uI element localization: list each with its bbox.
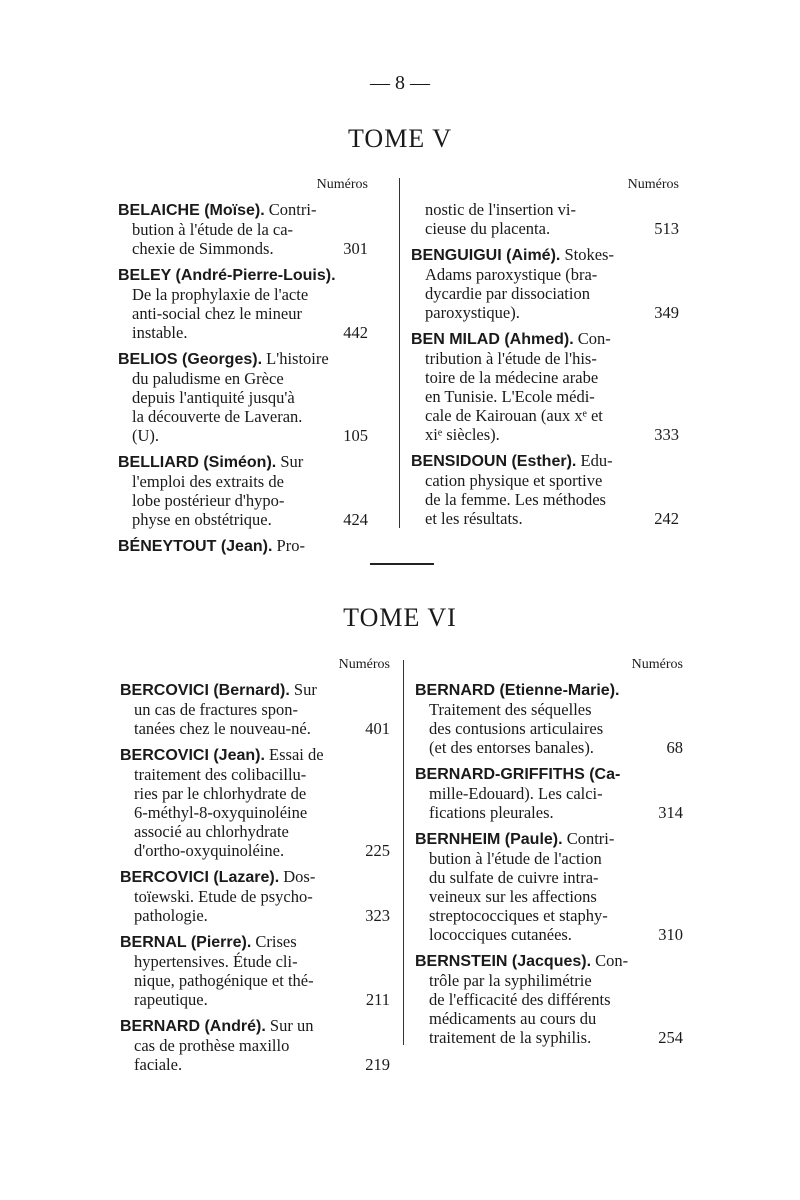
entry-text: mille-Edouard). Les calci- xyxy=(429,784,603,803)
index-entry xyxy=(118,349,368,445)
index-entry xyxy=(118,452,368,529)
entry-text: en Tunisie. L'Ecole médi- xyxy=(425,387,595,406)
author-name: BELAICHE (Moïse). xyxy=(118,202,265,219)
entry-heading-line xyxy=(415,951,683,971)
tome-vi-right-column xyxy=(415,656,683,1054)
entry-text: rapeutique. xyxy=(134,990,208,1009)
entry-heading-line xyxy=(120,867,390,887)
index-entry xyxy=(415,829,683,944)
entry-last-line xyxy=(118,239,368,258)
index-entry xyxy=(120,745,390,860)
entry-text: depuis l'antiquité jusqu'à xyxy=(132,388,295,407)
entry-heading-line xyxy=(415,764,683,784)
entry-text: d'ortho-oxyquinoléine. xyxy=(134,841,285,860)
numeros-header: Numéros xyxy=(627,177,679,192)
index-entry xyxy=(118,536,368,556)
thesis-number: 349 xyxy=(654,303,679,322)
author-name: BEN MILAD (Ahmed). xyxy=(411,331,574,348)
thesis-number: 401 xyxy=(365,719,390,738)
thesis-number: 254 xyxy=(658,1028,683,1047)
tome-v-title: TOME V xyxy=(348,124,452,153)
entry-text: 6-méthyl-8-oxyquinoléine xyxy=(134,803,308,822)
thesis-number: 323 xyxy=(365,906,390,925)
entry-text: Traitement des séquelles xyxy=(429,700,592,719)
index-entry xyxy=(415,764,683,822)
thesis-number: 424 xyxy=(343,510,368,529)
entry-text: Adams paroxystique (bra- xyxy=(425,265,598,284)
entry-text: tribution à l'étude de l'his- xyxy=(425,349,597,368)
entry-text: de l'efficacité des différents xyxy=(429,990,611,1009)
author-name: BERNARD (André). xyxy=(120,1018,266,1035)
thesis-number: 211 xyxy=(365,990,390,1009)
numeros-header: Numéros xyxy=(316,177,368,192)
author-name: BELLIARD (Siméon). xyxy=(118,454,277,471)
entry-last-line xyxy=(120,719,390,738)
author-name: BERNAL (Pierre). xyxy=(120,934,252,951)
entry-text: toïewski. Etude de psycho- xyxy=(134,887,313,906)
entry-last-line xyxy=(120,906,390,925)
entry-text: Contri- xyxy=(562,829,615,848)
entry-heading-line xyxy=(415,680,683,700)
entry-text: hypertensives. Étude cli- xyxy=(134,952,298,971)
author-name: BENSIDOUN (Esther). xyxy=(411,453,577,470)
entry-text: traitement de la syphilis. xyxy=(429,1028,592,1047)
page-number: — 8 — xyxy=(370,72,430,94)
author-name: BERNSTEIN (Jacques). xyxy=(415,953,592,970)
entry-last-line xyxy=(118,510,368,529)
entry-heading-line xyxy=(118,265,368,285)
entry-heading-line xyxy=(120,932,390,952)
thesis-number: 225 xyxy=(365,841,390,860)
entry-heading-line xyxy=(411,245,679,265)
entry-text: Sur un xyxy=(265,1016,314,1035)
author-name: BÉNEYTOUT (Jean). xyxy=(118,538,273,555)
entry-text: instable. xyxy=(132,323,188,342)
index-entry xyxy=(120,867,390,925)
entry-text: cieuse du placenta. xyxy=(425,219,551,238)
thesis-number: 442 xyxy=(343,323,368,342)
entry-text: associé au chlorhydrate xyxy=(134,822,289,841)
numeros-header: Numéros xyxy=(631,657,683,672)
author-name: BERCOVICI (Bernard). xyxy=(120,682,290,699)
numeros-header: Numéros xyxy=(338,657,390,672)
entry-text: fications pleurales. xyxy=(429,803,554,822)
entry-heading-line xyxy=(118,536,368,556)
entry-heading-line xyxy=(415,829,683,849)
entry-text: Edu- xyxy=(576,451,613,470)
entry-last-line xyxy=(120,1055,390,1074)
entry-heading-line xyxy=(118,349,368,369)
thesis-number: 68 xyxy=(666,738,683,757)
entry-text: veineux sur les affections xyxy=(429,887,597,906)
entry-text: lococciques cutanées. xyxy=(429,925,572,944)
entry-text: Pro- xyxy=(272,536,305,555)
entry-text: Dos- xyxy=(279,867,316,886)
entry-last-line xyxy=(120,990,390,1009)
tome-vi-title: TOME VI xyxy=(343,603,457,632)
entry-heading-line xyxy=(411,329,679,349)
index-entry xyxy=(415,951,683,1047)
entry-text: pathologie. xyxy=(134,906,208,925)
entry-last-line xyxy=(411,509,679,528)
entry-last-line xyxy=(411,303,679,322)
entry-heading-line xyxy=(118,200,368,220)
entry-text: tanées chez le nouveau-né. xyxy=(134,719,311,738)
entry-last-line xyxy=(415,738,683,757)
entry-text: anti-social chez le mineur xyxy=(132,304,302,323)
entry-text: de la femme. Les méthodes xyxy=(425,490,606,509)
column-divider xyxy=(403,660,404,1045)
thesis-number: 314 xyxy=(658,803,683,822)
thesis-number: 219 xyxy=(365,1055,390,1074)
entry-last-line xyxy=(411,219,679,238)
thesis-number: 301 xyxy=(343,239,368,258)
entry-text: cation physique et sportive xyxy=(425,471,603,490)
entry-text: bution à l'étude de la ca- xyxy=(132,220,294,239)
thesis-number: 242 xyxy=(654,509,679,528)
entry-text: nique, pathogénique et thé- xyxy=(134,971,314,990)
entry-heading-line xyxy=(120,680,390,700)
author-name: BENGUIGUI (Aimé). xyxy=(411,247,561,264)
entry-text: traitement des colibacillu- xyxy=(134,765,307,784)
index-entry xyxy=(120,680,390,738)
index-entry xyxy=(411,200,679,238)
entry-text: Sur xyxy=(289,680,317,699)
author-name: BERNHEIM (Paule). xyxy=(415,831,563,848)
entry-text: Essai de xyxy=(264,745,324,764)
tome-v-left-column xyxy=(118,176,368,563)
entry-text: cale de Kairouan (aux xᵉ et xyxy=(425,406,603,425)
entry-text: du sulfate de cuivre intra- xyxy=(429,868,599,887)
entry-text: chexie de Simmonds. xyxy=(132,239,274,258)
entry-text: Con- xyxy=(573,329,611,348)
entry-text: l'emploi des extraits de xyxy=(132,472,284,491)
entry-last-line xyxy=(415,925,683,944)
index-entry xyxy=(411,245,679,322)
index-entry xyxy=(118,265,368,342)
entry-text: nostic de l'insertion vi- xyxy=(425,200,576,219)
entry-text: dycardie par dissociation xyxy=(425,284,590,303)
entry-text: faciale. xyxy=(134,1055,183,1074)
tome-vi-left-column xyxy=(120,656,390,1081)
entry-text: ries par le chlorhydrate de xyxy=(134,784,307,803)
entry-last-line xyxy=(415,1028,683,1047)
tome-v-right-column xyxy=(411,176,679,535)
entry-text: toire de la médecine arabe xyxy=(425,368,599,387)
index-entry xyxy=(120,1016,390,1074)
entry-text: et les résultats. xyxy=(425,509,523,528)
author-name: BERNARD-GRIFFITHS (Ca- xyxy=(415,766,621,783)
entry-last-line xyxy=(415,803,683,822)
entry-text: Sur xyxy=(276,452,304,471)
entry-text: un cas de fractures spon- xyxy=(134,700,299,719)
entry-text: trôle par la syphilimétrie xyxy=(429,971,592,990)
entry-text: (et des entorses banales). xyxy=(429,738,594,757)
thesis-number: 333 xyxy=(654,425,679,444)
entry-text: lobe postérieur d'hypo- xyxy=(132,491,285,510)
entry-text: médicaments au cours du xyxy=(429,1009,597,1028)
entry-heading-line xyxy=(120,745,390,765)
entry-text: du paludisme en Grèce xyxy=(132,369,284,388)
entry-text: De la prophylaxie de l'acte xyxy=(132,285,309,304)
thesis-number: 310 xyxy=(658,925,683,944)
entry-last-line xyxy=(411,425,679,444)
index-entry xyxy=(415,680,683,757)
author-name: BERNARD (Etienne-Marie). xyxy=(415,682,620,699)
index-entry xyxy=(411,451,679,528)
author-name: BELIOS (Georges). xyxy=(118,351,263,368)
entry-last-line xyxy=(118,426,368,445)
entry-text: bution à l'étude de l'action xyxy=(429,849,602,868)
entry-text: streptococciques et staphy- xyxy=(429,906,608,925)
entry-heading-line xyxy=(118,452,368,472)
entry-text: paroxystique). xyxy=(425,303,520,322)
thesis-number: 513 xyxy=(654,219,679,238)
author-name: BERCOVICI (Lazare). xyxy=(120,869,280,886)
entry-text: Crises xyxy=(251,932,297,951)
section-separator xyxy=(370,563,434,565)
entry-text: physe en obstétrique. xyxy=(132,510,272,529)
entry-heading-line xyxy=(120,1016,390,1036)
author-name: BELEY (André-Pierre-Louis). xyxy=(118,267,336,284)
entry-text: des contusions articulaires xyxy=(429,719,604,738)
entry-text: la découverte de Laveran. xyxy=(132,407,303,426)
entry-text: L'histoire xyxy=(262,349,329,368)
column-divider xyxy=(399,178,400,528)
entry-text: Stokes- xyxy=(560,245,614,264)
entry-heading-line xyxy=(411,451,679,471)
entry-last-line xyxy=(118,323,368,342)
entry-last-line xyxy=(120,841,390,860)
thesis-number: 105 xyxy=(343,426,368,445)
entry-text: xiᵉ siècles). xyxy=(425,425,500,444)
entry-text: cas de prothèse maxillo xyxy=(134,1036,290,1055)
entry-text: Contri- xyxy=(264,200,317,219)
index-entry xyxy=(118,200,368,258)
author-name: BERCOVICI (Jean). xyxy=(120,747,265,764)
entry-text: (U). xyxy=(132,426,160,445)
index-entry xyxy=(120,932,390,1009)
entry-text: Con- xyxy=(591,951,629,970)
index-entry xyxy=(411,329,679,444)
